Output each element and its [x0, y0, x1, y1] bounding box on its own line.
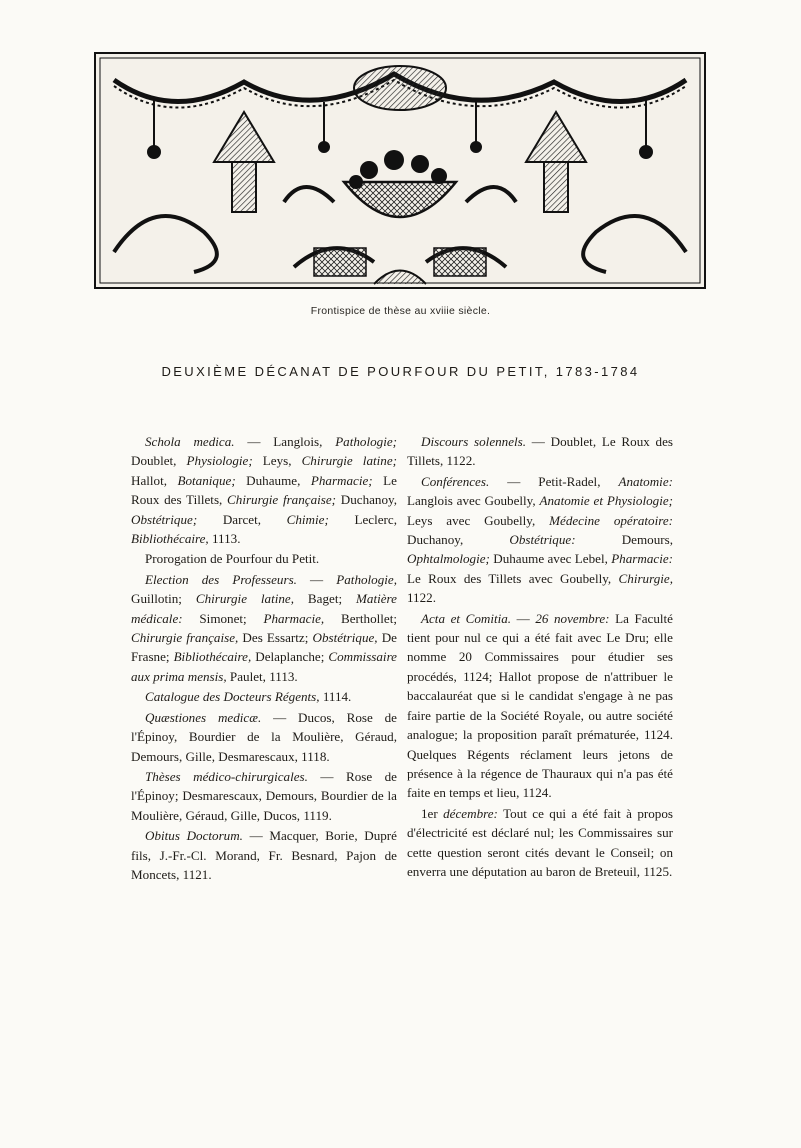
text: 1er: [421, 805, 444, 821]
text: Tout ce qui a été fait à propos d'électricité est déclaré nul; les Commissaires sur cette question seront cités devant le Conseil; on enverra une députation au baron de Breteuil, 1125.: [407, 805, 673, 879]
paragraph: [407, 472, 673, 608]
text: Duchanoy,: [336, 492, 397, 508]
paragraph: [131, 687, 397, 706]
italic-text: Catalogue des Docteurs Régents,: [145, 689, 320, 705]
text: Langlois avec Goubelly,: [407, 493, 540, 509]
text: Duchanoy,: [407, 532, 510, 548]
italic-text: 26 novembre:: [535, 610, 610, 626]
italic-text: Pharmacie,: [263, 610, 325, 626]
text: Leys,: [252, 453, 302, 469]
text: — Macquer, Borie, Dupré fils, J.-Fr.-Cl. Morand, Fr. Besnard, Pajon de Moncets, 1121.: [131, 828, 397, 882]
text: 1114.: [319, 689, 352, 705]
paragraph: [407, 432, 673, 471]
text: Le Roux des Tillets,: [131, 472, 397, 508]
section-heading: DEUXIÈME DÉCANAT DE POURFOUR DU PETIT, 1783-1784: [161, 364, 640, 379]
paragraph: [131, 549, 397, 568]
paragraph: [131, 570, 397, 686]
text: Duhaume,: [235, 472, 311, 488]
text: Des Essartz;: [238, 630, 313, 646]
text: Hallot,: [131, 472, 178, 488]
italic-text: Bibliothécaire,: [131, 531, 209, 547]
italic-text: Bibliothécaire,: [173, 649, 252, 665]
text: — Ducos, Rose de l'Épinoy, Bourdier de la Moulière, Géraud, Demours, Gille, Desmarescaux, 1118.: [131, 709, 397, 764]
text: 1122.: [407, 590, 436, 606]
italic-text: Pathologie,: [336, 571, 397, 587]
text: Berthollet;: [324, 610, 397, 626]
right-column: [407, 432, 673, 882]
italic-text: décembre:: [443, 805, 498, 821]
text: Guillotin;: [131, 591, 196, 607]
italic-text: Anatomie et Physiologie;: [539, 493, 674, 509]
italic-text: Matière médicale:: [131, 591, 397, 626]
frontispiece-engraving: [94, 52, 706, 289]
paragraph: [407, 804, 673, 882]
italic-text: Chirurgie française,: [131, 630, 239, 646]
text: Delaplanche;: [251, 649, 329, 665]
paragraph: [131, 432, 397, 548]
italic-text: Pharmacie;: [310, 472, 373, 488]
italic-text: Commissaire aux prima mensis,: [131, 649, 397, 684]
left-column: [131, 432, 397, 885]
italic-text: Conférences.: [421, 473, 490, 489]
italic-text: Thèses médico-chirurgicales.: [145, 768, 308, 784]
text: Demours,: [575, 532, 673, 548]
text: Prorogation de Pourfour du Petit.: [145, 551, 320, 567]
text: Darcet,: [197, 511, 287, 527]
text: — Rose de l'Épinoy; Desmarescaux, Demours, Bourdier de la Moulière, Géraud, Gille, Ducos, 1119.: [131, 768, 397, 823]
text: Duhaume avec Lebel,: [489, 551, 612, 567]
paragraph: [407, 609, 673, 803]
text: Baget;: [294, 591, 357, 607]
text: — Petit-Radel,: [489, 473, 619, 489]
italic-text: Obstétrique;: [131, 511, 198, 527]
italic-text: Médecine opératoire:: [549, 512, 673, 528]
italic-text: Chimie;: [286, 511, 329, 527]
text: Doublet,: [131, 453, 187, 469]
italic-text: Obstétrique,: [312, 630, 378, 646]
italic-text: Chirurgie française;: [227, 492, 337, 508]
italic-text: Obstétrique:: [509, 532, 576, 548]
text: —: [296, 571, 337, 587]
italic-text: Election des Professeurs.: [145, 571, 297, 587]
text: 1113.: [208, 531, 241, 547]
text: Leys avec Goubelly,: [407, 512, 550, 528]
text: Le Roux des Tillets avec Goubelly,: [407, 570, 619, 586]
italic-text: Quæstiones medicæ.: [145, 709, 262, 725]
text: La Faculté tient pour nul ce qui a été fait avec Le Dru; elle nomme 20 Commissaires pour étudier ses procédés, 1124; Hallot propose de n'attribuer le baccalauréat que si le candidat s'engage à ne pas faire partie de la Société Royale, ou autre société analogue; la proposition paraît prématurée, 1124. Quelques Régents réclament leurs jetons de présence à la régence de Thauraux qui n'a pas été faite en temps et lieu, 1124.: [407, 610, 673, 801]
italic-text: Physiologie;: [186, 453, 253, 469]
italic-text: Chirurgie,: [618, 570, 673, 586]
paragraph: [131, 708, 397, 766]
italic-text: Chirurgie latine;: [301, 453, 397, 469]
text: — Doublet, Le Roux des Tillets, 1122.: [407, 434, 673, 469]
text: De Frasne;: [131, 630, 397, 665]
italic-text: Anatomie:: [618, 473, 673, 489]
text: Paulet, 1113.: [226, 668, 298, 684]
frontispiece-caption: Frontispice de thèse au xviiie siècle.: [310, 305, 491, 317]
italic-text: Pharmacie:: [611, 551, 673, 567]
italic-text: Botanique;: [177, 472, 236, 488]
paragraph: [131, 826, 397, 884]
text: Leclerc,: [328, 511, 397, 527]
italic-text: Discours solennels.: [421, 434, 527, 449]
italic-text: Schola medica.: [145, 434, 235, 449]
italic-text: Pathologie;: [335, 434, 398, 449]
italic-text: Ophtalmologie;: [407, 551, 490, 567]
italic-text: Chirurgie latine,: [195, 591, 295, 607]
italic-text: Acta et Comitia.: [421, 610, 512, 626]
text: — Langlois,: [234, 434, 336, 449]
text: —: [511, 610, 536, 626]
text: Simonet;: [182, 610, 264, 626]
paragraph: [131, 767, 397, 825]
italic-text: Obitus Doctorum.: [145, 828, 243, 844]
